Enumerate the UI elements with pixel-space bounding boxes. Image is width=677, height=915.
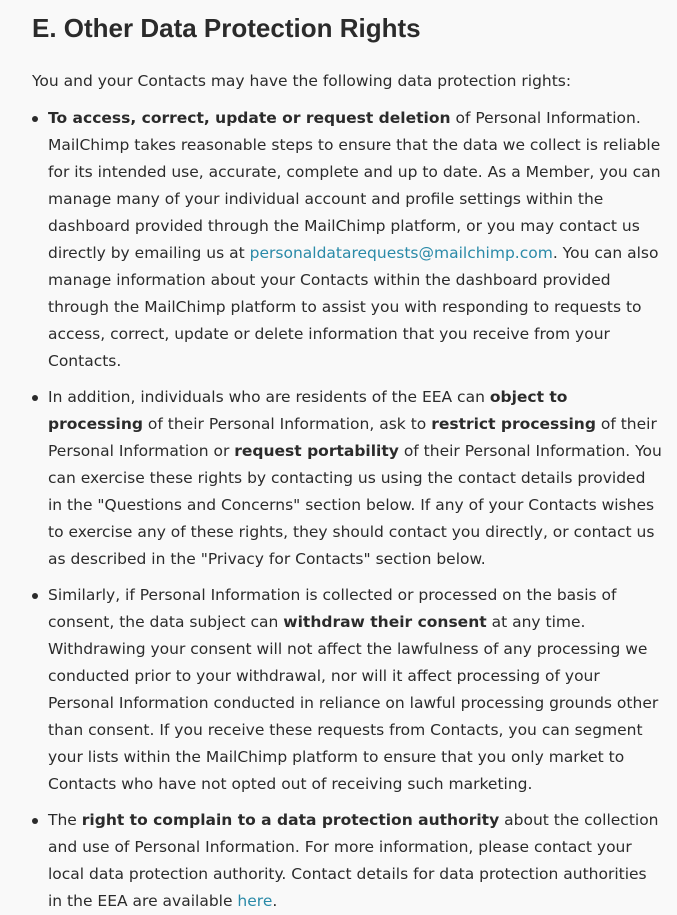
list-item-complain [32, 807, 663, 915]
item-text: of their Personal Information. You can exercise these rights by contacting us using the contact details provided in the "Questions and Concerns" section below. If any of your Contacts wishes to exercise any of these rights, they should contact you directly, or contact us as described in the "Privacy for Contacts" section below. [48, 442, 662, 568]
bold-phrase: right to complain to a data protection authority [81, 811, 500, 829]
bullet-icon [32, 116, 38, 122]
rights-list [32, 105, 663, 915]
bold-phrase: object to processing [48, 388, 568, 433]
section-title: E. Other Data Protection Rights [32, 13, 421, 43]
item-text: of their Personal Information, ask to [142, 415, 432, 433]
list-item-access [32, 105, 663, 375]
item-text: . [272, 892, 278, 910]
bullet-icon [32, 818, 38, 824]
item-text: about the collection and use of Personal Information. For more information, please contact your local data protection authority. Contact details for data protection authorities in the EEA are available [48, 811, 659, 910]
here-link[interactable]: here [237, 892, 273, 910]
bold-phrase: To access, correct, update or request deletion [48, 109, 451, 127]
item-text: . You can also manage information about your Contacts within the dashboard provided through the MailChimp platform to assist you with responding to requests to access, correct, update or delete information that you receive from your Contacts. [48, 244, 659, 370]
bold-phrase: restrict processing [431, 415, 596, 433]
item-text: of Personal Information. MailChimp takes reasonable steps to ensure that the data we collect is reliable for its intended use, accurate, complete and up to date. As a Member, you can manage many of your individual account and profile settings within the dashboard provided through the MailChimp platform, or you may contact us directly by emailing us at [48, 109, 661, 262]
bold-phrase: request portability [234, 442, 399, 460]
item-text: of their Personal Information or [48, 415, 657, 460]
item-text: The [48, 811, 82, 829]
item-text: Similarly, if Personal Information is collected or processed on the basis of consent, the data subject can [48, 586, 617, 631]
list-item-consent [32, 582, 663, 798]
item-text: In addition, individuals who are residents of the EEA can [48, 388, 490, 406]
list-item-eea-rights [32, 384, 663, 573]
bullet-icon [32, 395, 38, 401]
section-intro: You and your Contacts may have the following data protection rights: [32, 72, 572, 90]
bold-phrase: withdraw their consent [283, 613, 487, 631]
item-text: at any time. Withdrawing your consent will not affect the lawfulness of any processing we conducted prior to your withdrawal, nor will it affect processing of your Personal Information conducted in reliance on lawful processing grounds other than consent. If you receive these requests from Contacts, you can segment your lists within the MailChimp platform to ensure that you only market to Contacts who have not opted out of receiving such marketing. [48, 613, 659, 793]
email-link[interactable]: personaldatarequests@mailchimp.com [249, 244, 553, 262]
bullet-icon [32, 593, 38, 599]
